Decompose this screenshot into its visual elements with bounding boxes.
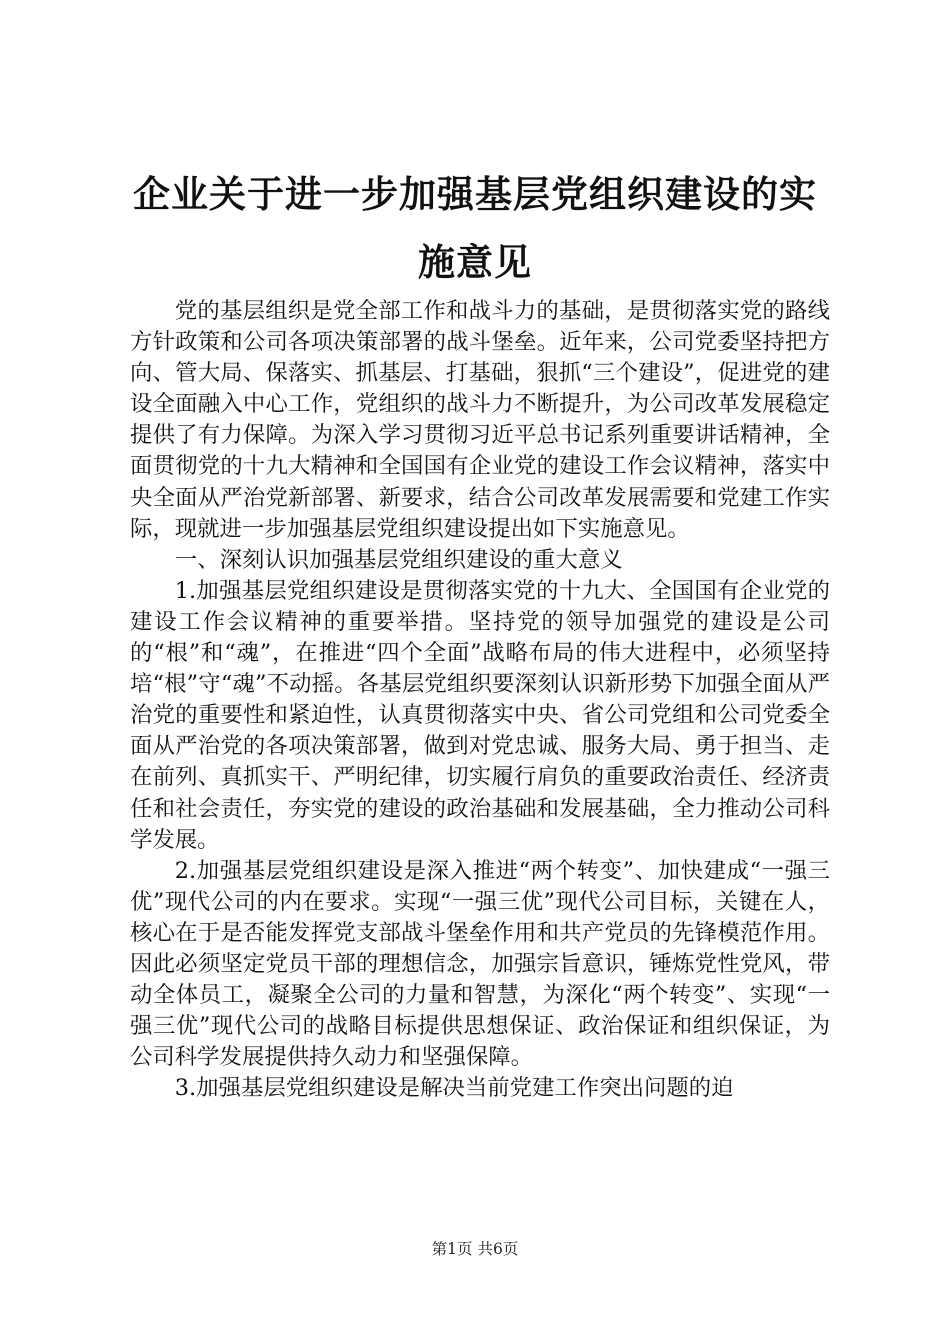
point-3-paragraph: 3.加强基层党组织建设是解决当前党建工作突出问题的迫: [174, 1075, 734, 1102]
document-body: [130, 296, 830, 1104]
document-title: 企业关于进一步加强基层党组织建设的实施意见: [133, 172, 817, 284]
point-2-paragraph: 2.加强基层党组织建设是深入推进“两个转变”、加快建成“一强三优”现代公司的内在要求。实现“一强三优”现代公司目标，关键在人，核心在于是否能发挥党支部战斗堡垒作用和共产党员的先锋模范作用。因此必须坚定党员干部的理想信念，加强宗旨意识，锤炼党性党风，带动全体员工，凝聚全公司的力量和智慧，为深化“两个转变”、实现“一强三优”现代公司的战略目标提供思想保证、政治保证和组织保证，为公司科学发展提供持久动力和坚强保障。: [130, 857, 830, 1071]
intro-paragraph: 党的基层组织是党全部工作和战斗力的基础，是贯彻落实党的路线方针政策和公司各项决策部署的战斗堡垒。近年来，公司党委坚持把方向、管大局、保落实、抓基层、打基础，狠抓“三个建设”，促进党的建设全面融入中心工作，党组织的战斗力不断提升，为公司改革发展稳定提供了有力保障。为深入学习贯彻习近平总书记系列重要讲话精神，全面贯彻党的十九大精神和全国国有企业党的建设工作会议精神，落实中央全面从严治党新部署、新要求，结合公司改革发展需要和党建工作实际，现就进一步加强基层党组织建设提出如下实施意见。: [130, 298, 830, 542]
point-1-paragraph: 1.加强基层党组织建设是贯彻落实党的十九大、全国国有企业党的建设工作会议精神的重要举措。坚持党的领导加强党的建设是公司的“根”和“魂”，在推进“四个全面”战略布局的伟大进程中，必须坚持培“根”守“魂”不动摇。各基层党组织要深刻认识新形势下加强全面从严治党的重要性和紧迫性，认真贯彻落实中央、省公司党组和公司党委全面从严治党的各项决策部署，做到对党忠诚、服务大局、勇于担当、走在前列、真抓实干、严明纪律，切实履行肩负的重要政治责任、经济责任和社会责任，夯实党的建设的政治基础和发展基础，全力推动公司科学发展。: [130, 577, 830, 853]
section-heading-1: 一、深刻认识加强基层党组织建设的重大意义: [174, 546, 623, 573]
page-number-footer: 第1页 共6页: [431, 1240, 519, 1258]
